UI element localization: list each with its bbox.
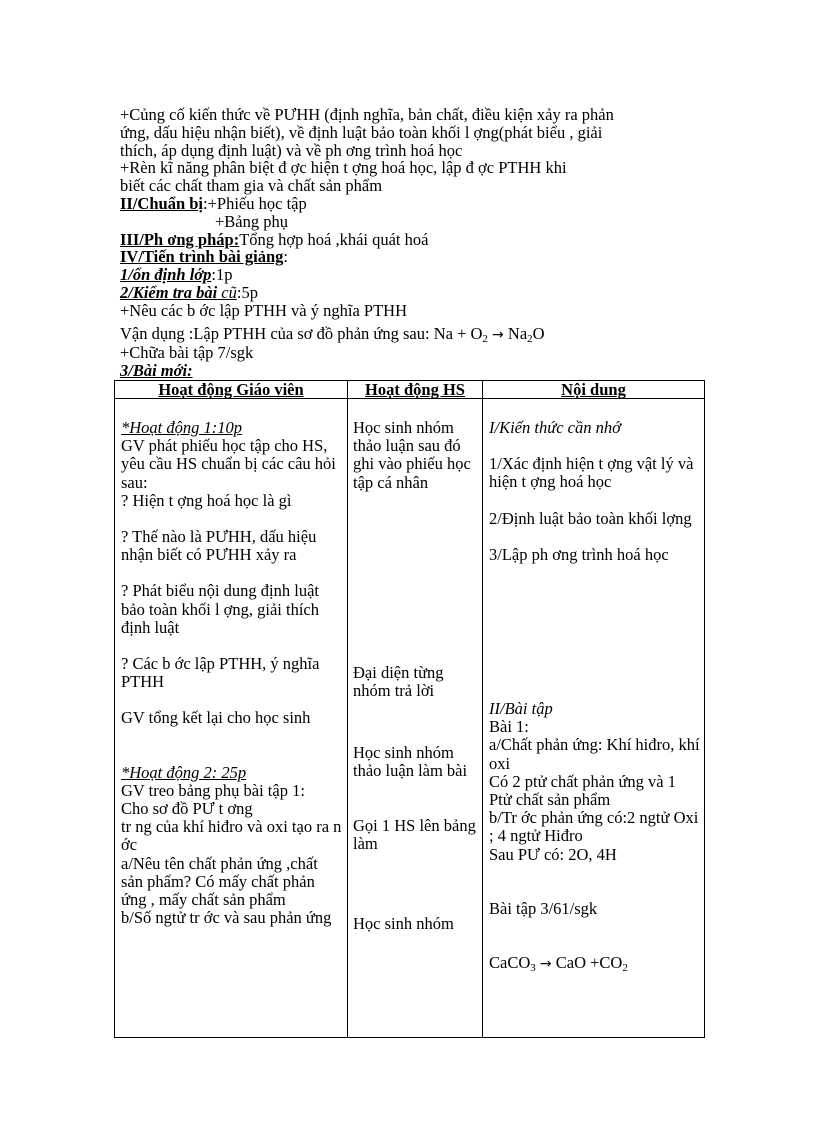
process-line <box>120 248 705 266</box>
step-line <box>120 284 705 302</box>
step-line <box>120 266 705 284</box>
cell-text: ? Các b ớc lập PTHH, ý nghĩa PTHH <box>121 654 320 692</box>
method-heading: III/Ph ơng pháp: <box>120 229 240 249</box>
activity1-heading: *Hoạt động 1:10p <box>121 418 242 437</box>
question-text: Vận dụng :Lập PTHH của sơ đồ phản ứng sau: Na + O <box>120 323 483 343</box>
cell-text: tr ng của khí hiđro và oxi tạo ra n ớc <box>121 817 342 855</box>
formula-text: Na <box>503 323 528 343</box>
lesson-table <box>114 380 705 1038</box>
reaction-arrow-icon: → <box>492 326 504 343</box>
cell-text: Bài 1: <box>489 717 529 737</box>
cell-text: Học sinh nhóm thảo luận sau đó ghi vào phiếu học tập cá nhân <box>353 418 471 492</box>
cell-text: a/Nêu tên chất phản ứng ,chất sản phẩm? Có mấy chất phản ứng , mấy chất sản phẩm <box>121 853 318 910</box>
process-heading: IV/Tiến trình bài giảng <box>120 247 284 267</box>
teacher-activity-cell <box>115 399 348 1038</box>
subscript: 2 <box>622 962 628 975</box>
column-header-student: Hoạt động HS <box>348 381 483 399</box>
method-text: Tổng hợp hoá ,khái quát hoá <box>239 229 429 249</box>
cell-text: b/Số ngtử tr ớc và sau phản ứng <box>121 908 332 928</box>
objective-line: +Củng cố kiến thức về PƯHH (định nghĩa, bản chất, điều kiện xảy ra phản <box>120 105 614 124</box>
preparation-item: :+Phiếu học tập <box>203 193 307 213</box>
check-question: +Chữa bài tập 7/sgk <box>120 343 254 363</box>
lesson-intro <box>120 106 705 380</box>
preparation-item: +Bảng phụ <box>215 211 289 231</box>
reaction-arrow-icon: → <box>539 956 552 973</box>
objective-line: biết các chất tham gia và chất sản phẩm <box>120 176 383 196</box>
column-header-teacher: Hoạt động Giáo viên <box>115 381 348 399</box>
cell-text: Sau PƯ có: 2O, 4H <box>489 844 617 864</box>
preparation-line <box>120 195 705 213</box>
colon: : <box>283 247 288 267</box>
preparation-heading: II/Chuẩn bị <box>120 193 204 213</box>
step2-word: cũ <box>217 282 237 302</box>
cell-text: Đại diện từng nhóm trả lời <box>353 662 444 701</box>
cell-text: GV tổng kết lại cho học sinh <box>121 708 311 728</box>
subscript: 2 <box>482 332 488 345</box>
objective-line: ứng, dấu hiệu nhận biết), về định luật bảo toàn khối l ợng(phát biểu , giải <box>120 122 603 142</box>
objective-line: thích, áp dụng định luật) và về ph ơng trình hoá học <box>120 140 463 160</box>
cell-text: Học sinh nhóm <box>353 914 454 934</box>
formula-text: CaCO <box>489 953 531 973</box>
step2-heading: 2/Kiểm tra bài <box>120 282 218 302</box>
equation <box>489 954 700 973</box>
cell-text: Ptử chất sản phẩm <box>489 790 611 810</box>
method-line <box>120 231 705 249</box>
subscript: 3 <box>530 962 536 975</box>
cell-text: Cho sơ đồ PƯ t ơng <box>121 799 253 819</box>
step3-heading: 3/Bài mới: <box>120 361 193 381</box>
cell-text: Gọi 1 HS lên bảng làm <box>353 815 476 853</box>
cell-text: 2/Định luật bảo toàn khối lợng <box>489 508 692 528</box>
cell-text: Bài tập 3/61/sgk <box>489 898 598 918</box>
cell-text: GV phát phiếu học tập cho HS, yêu cầu HS chuẩn bị các câu hỏi sau: <box>121 436 336 492</box>
section1-heading: I/Kiến thức cần nhớ <box>489 418 621 437</box>
cell-text: ? Phát biểu nội dung định luật bảo toàn khối l ợng, giải thích định luật <box>121 581 319 637</box>
cell-text: a/Chất phản ứng: Khí hiđro, khí oxi <box>489 735 700 773</box>
cell-text: 1/Xác định hiện t ợng vật lý và hiện t ợng hoá học <box>489 454 694 492</box>
cell-text: ? Hiện t ợng hoá học là gì <box>121 490 292 510</box>
student-activity-cell <box>348 399 483 1038</box>
content-cell <box>483 399 705 1038</box>
cell-text: 3/Lập ph ơng trình hoá học <box>489 544 669 564</box>
step1-time: :1p <box>211 265 233 285</box>
formula-text: O <box>532 323 545 343</box>
table-header-row <box>115 381 705 399</box>
check-question <box>120 325 705 345</box>
objective-line: +Rèn kĩ năng phân biệt đ ợc hiện t ợng hoá học, lập đ ợc PTHH khi <box>120 158 567 178</box>
formula-text: CaO +CO <box>551 953 623 973</box>
cell-text: Học sinh nhóm thảo luận làm bài <box>353 743 468 781</box>
step2-time: :5p <box>236 282 258 302</box>
section2-heading: II/Bài tập <box>489 699 553 719</box>
check-question: +Nêu các b ớc lập PTHH và ý nghĩa PTHH <box>120 300 408 320</box>
column-header-content: Nội dung <box>483 381 705 399</box>
step-line <box>120 362 705 380</box>
step1-heading: 1/ổn định lớp <box>120 265 212 285</box>
cell-text: ? Thế nào là PƯHH, dấu hiệu nhận biết có PƯHH xảy ra <box>121 527 317 565</box>
cell-text: b/Tr ớc phản ứng có:2 ngtử Oxi ; 4 ngtử Hiđro <box>489 808 699 846</box>
activity2-heading: *Hoạt động 2: 25p <box>121 762 247 782</box>
table-row <box>115 399 705 1038</box>
subscript: 2 <box>527 332 533 345</box>
cell-text: Có 2 ptử chất phản ứng và 1 <box>489 771 676 791</box>
cell-text: GV treo bảng phụ bài tập 1: <box>121 780 305 800</box>
